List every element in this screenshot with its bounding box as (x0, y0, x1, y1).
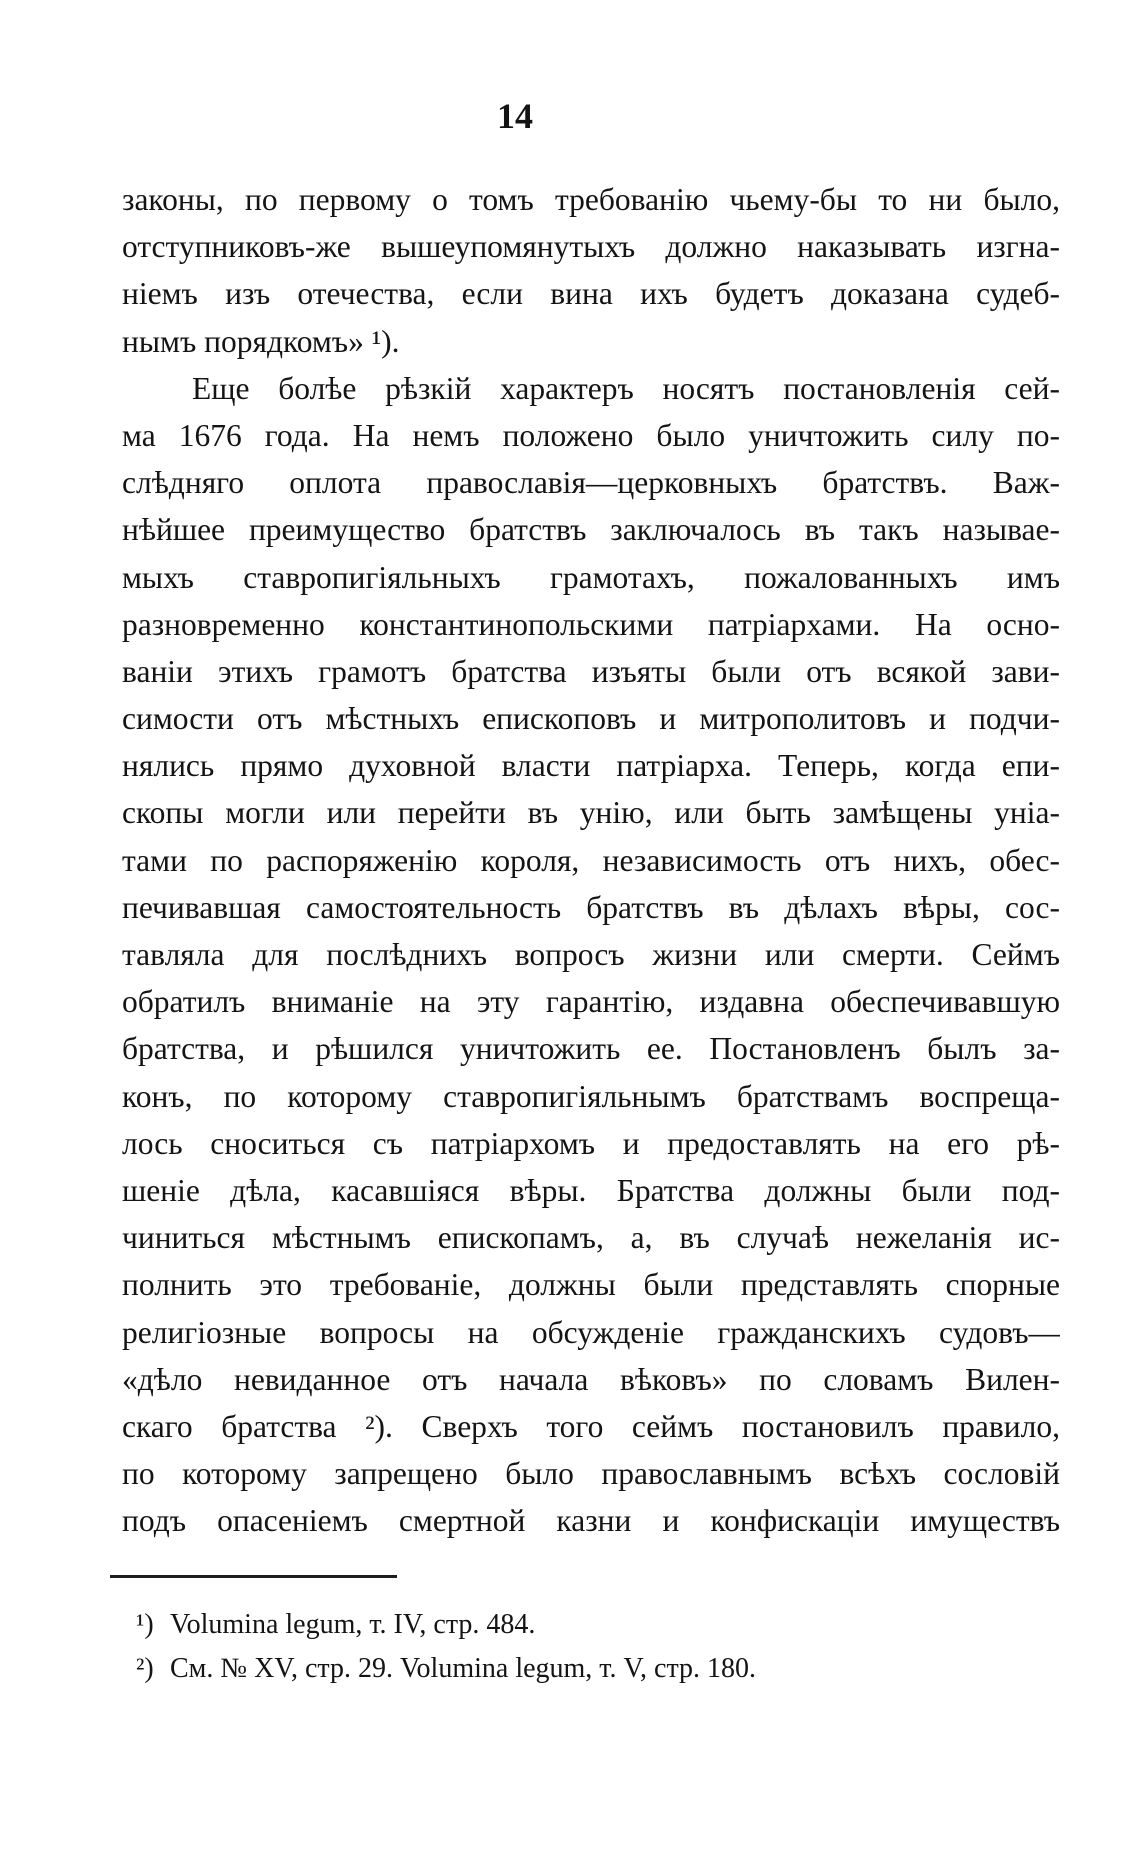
text-line: нялись прямо духовной власти патріарха. Теперь, когда епи- (122, 748, 1060, 784)
body-text (122, 176, 1060, 1544)
text-line: ніемъ изъ отечества, если вина ихъ будетъ доказана судеб- (122, 276, 1060, 312)
text-line: разновременно константинопольскими патріархами. На осно- (122, 606, 1060, 642)
text-line: скаго братства ²). Сверхъ того сеймъ постановилъ правило, (122, 1408, 1060, 1444)
footnote-2 (136, 1647, 1036, 1691)
text-line: ма 1676 года. На немъ положено было уничтожить силу по- (122, 417, 1060, 453)
text-line: отступниковъ-же вышеупомянутыхъ должно наказывать изгна- (122, 229, 1060, 265)
text-line: «дѣло невиданное отъ начала вѣковъ» по словамъ Вилен- (122, 1361, 1060, 1397)
text-line: обратилъ вниманіе на эту гарантію, издавна обеспечивавшую (122, 984, 1060, 1020)
text-line: тавляла для послѣднихъ вопросъ жизни или смерти. Сеймъ (122, 937, 1060, 972)
footnote-1 (136, 1603, 1036, 1647)
text-line: скопы могли или перейти въ унію, или быть замѣщены уніа- (122, 795, 1060, 831)
text-line: нѣйшее преимущество братствъ заключалось въ такъ называе- (122, 512, 1060, 548)
text-line: симости отъ мѣстныхъ епископовъ и митрополитовъ и подчи- (122, 701, 1060, 737)
text-line: шеніе дѣла, касавшіяся вѣры. Братства должны были под- (122, 1172, 1060, 1208)
text-line: братства, и рѣшился уничтожить ее. Постановленъ былъ за- (122, 1031, 1060, 1067)
footnote-text: Volumina legum, т. IV, стр. 484. (170, 1609, 536, 1640)
text-line: печивавшая самостоятельность братствъ въ дѣлахъ вѣры, сос- (122, 889, 1060, 925)
text-line: нымъ порядкомъ» ¹). (122, 323, 400, 359)
text-line: тами по распоряженію короля, независимость отъ нихъ, обес- (122, 842, 1060, 878)
page-number: 14 (497, 96, 533, 136)
text-line: религіозные вопросы на обсужденіе гражданскихъ судовъ— (122, 1314, 1060, 1350)
paragraph-first-line: Еще болѣе рѣзкій характеръ носятъ постановленія сей- (192, 370, 1060, 406)
footnote-marker: ²) (136, 1653, 154, 1684)
footnote-marker: ¹) (136, 1609, 154, 1640)
text-line: чиниться мѣстнымъ епископамъ, а, въ случаѣ нежеланія ис- (122, 1220, 1060, 1256)
text-line: полнить это требованіе, должны были представлять спорные (122, 1267, 1060, 1303)
text-line: ваніи этихъ грамотъ братства изъяты были отъ всякой зави- (122, 653, 1060, 689)
text-line: конъ, по которому ставропигіяльнымъ братствамъ воспреща- (122, 1078, 1060, 1114)
footnote-divider (110, 1575, 397, 1578)
text-line: законы, по первому о томъ требованію чьему-бы то ни было, (122, 182, 1060, 217)
text-line: лось сноситься съ патріархомъ и предоставлять на его рѣ- (122, 1125, 1060, 1161)
text-line: подъ опасеніемъ смертной казни и конфискаціи имуществъ (122, 1503, 1060, 1539)
text-line: по которому запрещено было православнымъ всѣхъ сословій (122, 1456, 1060, 1492)
text-line: мыхъ ставропигіяльныхъ грамотахъ, пожалованныхъ имъ (122, 559, 1060, 595)
footnotes (136, 1603, 1036, 1691)
footnote-text: См. № XV, стр. 29. Volumina legum, т. V, стр. 180. (170, 1653, 757, 1684)
text-line: слѣдняго оплота православія—церковныхъ братствъ. Важ- (122, 465, 1060, 501)
